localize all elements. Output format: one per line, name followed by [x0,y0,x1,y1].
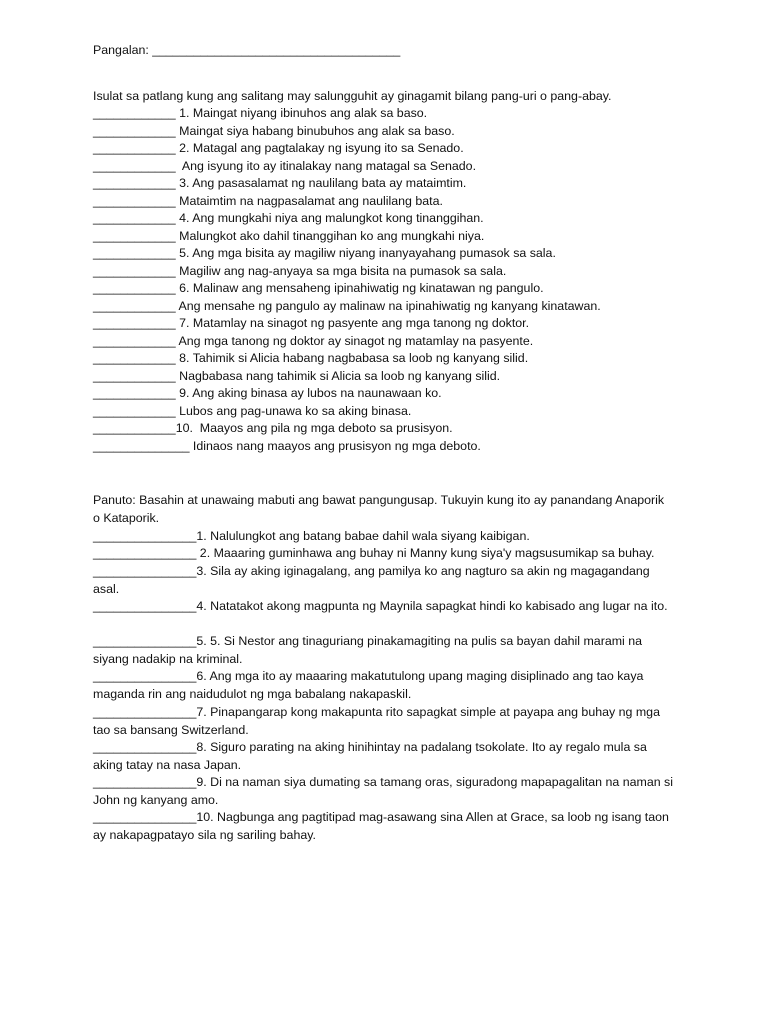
part1-item: ____________ Malungkot ako dahil tinanggihan ko ang mungkahi niya. [93,228,485,243]
part2-item: _______________10. Nagbunga ang pagtitipad mag-asawang sina Allen at Grace, sa loob ng isang taon ay nakapagpatayo sila ng sariling bahay. [93,810,669,842]
name-field-label: Pangalan: ____________________________________ [93,43,401,57]
part2-item: _______________9. Di na naman siya dumating sa tamang oras, siguradong mapapagalitan na naman si John ng kanyang amo. [93,775,674,807]
part1-item: ____________ 5. Ang mga bisita ay magiliw niyang inanyayahang pumasok sa sala. [93,246,556,260]
part1-item: ____________ 8. Tahimik si Alicia habang nagbabasa sa loob ng kanyang silid. [93,351,529,365]
part2-item: _______________3. Sila ay aking iginagalang, ang pamilya ko ang nagturo sa akin ng magagandang asal. [93,564,650,596]
part1-item: ____________ Lubos ang pag-unawa ko sa aking binasa. [93,403,412,418]
part1-item: ____________ Ang mensahe ng pangulo ay malinaw na ipinahiwatig ng kanyang kinatawan. [93,298,601,313]
part2-item: _______________8. Siguro parating na aking hinihintay na padalang tsokolate. Ito ay regalo mula sa aking tatay na nasa Japan. [93,740,647,772]
part2-instruction: Panuto: Basahin at unawaing mabuti ang bawat pangungusap. Tukuyin kung ito ay panandang Anaporik o Kataporik. [93,493,665,525]
part1-item: ____________10. Maayos ang pila ng mga deboto sa prusisyon. [93,421,453,435]
part1-item: ____________ Ang isyung ito ay itinalakay nang matagal sa Senado. [93,158,477,173]
part1-item: ____________ 4. Ang mungkahi niya ang malungkot kong tinanggihan. [93,211,484,225]
part1-item: ____________ 7. Matamlay na sinagot ng pasyente ang mga tanong ng doktor. [93,316,530,330]
part2-item: _______________6. Ang mga ito ay maaaring makatutulong upang maging disiplinado ang tao kaya maganda rin ang naidudulot ng mga babalang nakapaskil. [93,669,644,701]
part1-item: ____________ Mataimtim na nagpasalamat ang naulilang bata. [93,193,443,208]
part2-item: _______________7. Pinapangarap kong makapunta rito sapagkat simple at payapa ang buhay ng mga tao sa bansang Switzerland. [93,705,660,737]
part1-item: ____________ 3. Ang pasasalamat ng naulilang bata ay mataimtim. [93,176,467,190]
part2-item: _______________ 2. Maaaring guminhawa ang buhay ni Manny kung siya'y magsusumikap sa buhay. [93,546,655,560]
part2-item: _______________4. Natatakot akong magpunta ng Maynila sapagkat hindi ko kabisado ang lugar na ito. [93,599,668,613]
part1-item: ____________ 9. Ang aking binasa ay lubos na naunawaan ko. [93,386,442,400]
part1-item: ____________ Nagbabasa nang tahimik si Alicia sa loob ng kanyang silid. [93,368,501,383]
part2-item: _______________1. Nalulungkot ang batang babae dahil wala siyang kaibigan. [93,529,530,543]
part1-item: ______________ Idinaos nang maayos ang prusisyon ng mga deboto. [93,439,481,453]
part1-item: ____________ 1. Maingat niyang ibinuhos ang alak sa baso. [93,106,428,120]
part1-item: ____________ Magiliw ang nag-anyaya sa mga bisita na pumasok sa sala. [93,263,507,278]
part1-item: ____________ Maingat siya habang binubuhos ang alak sa baso. [93,123,455,138]
part1-item: ____________ Ang mga tanong ng doktor ay sinagot ng matamlay na pasyente. [93,333,534,348]
part2-item: _______________5. 5. Si Nestor ang tinaguriang pinakamagiting na pulis sa bayan dahil marami na siyang nadakip na kriminal. [93,634,643,666]
part1-item: ____________ 2. Matagal ang pagtalakay ng isyung ito sa Senado. [93,141,464,155]
part1-instruction: Isulat sa patlang kung ang salitang may salungguhit ay ginagamit bilang pang-uri o pang-abay. [93,89,612,103]
part1-item: ____________ 6. Malinaw ang mensaheng ipinahiwatig ng kinatawan ng pangulo. [93,281,544,295]
